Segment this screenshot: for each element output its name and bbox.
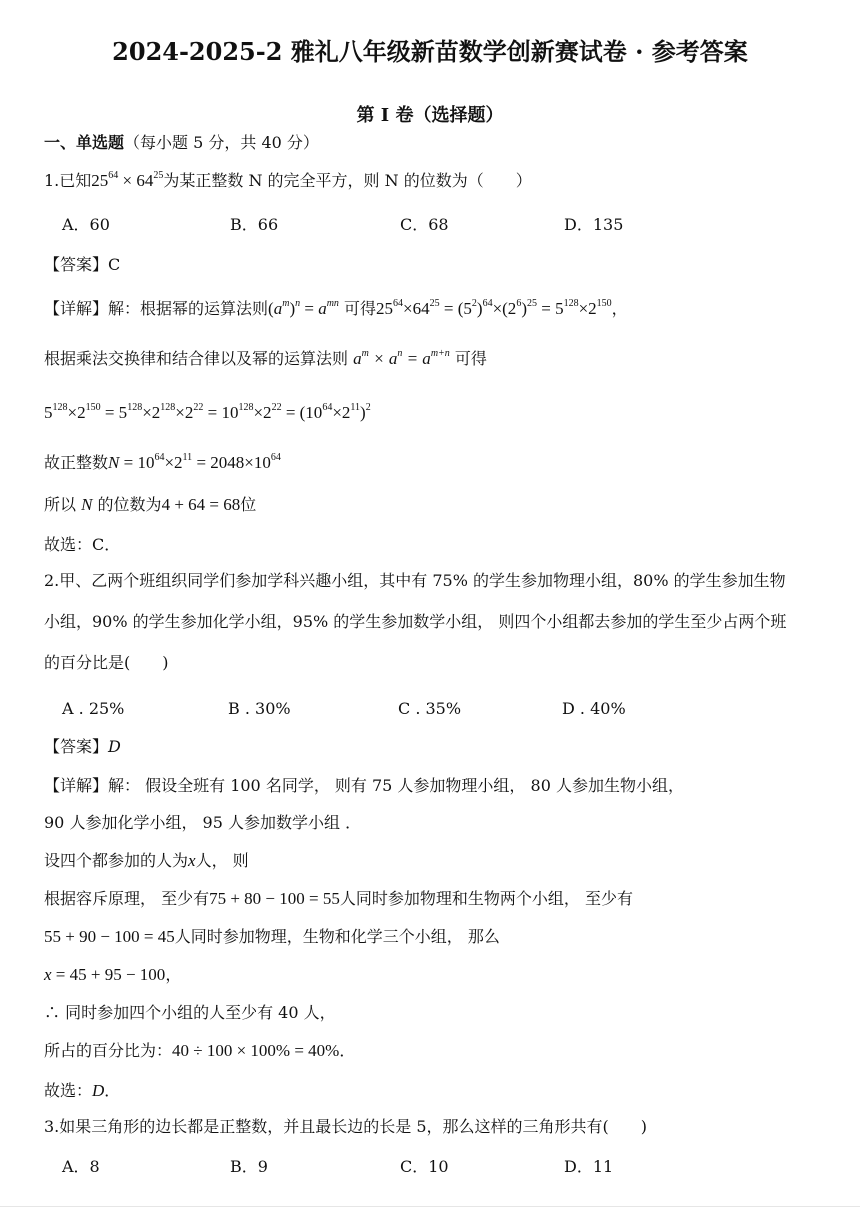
q1-option-b: B．66	[230, 215, 279, 234]
q3-option-b: B．9	[230, 1157, 268, 1176]
q1-detail-line-3: $5^{128}\times 2^{150} = 5^{128}\times 2^{128}\times 2^{22} = 10^{128}\times 2^{22} = (10^{64}\times 2^{11})^2$	[44, 402, 371, 422]
q1-expression: $25^{64} \times 64^{25}$	[91, 170, 164, 190]
q2-option-d: D . 40%	[562, 699, 626, 718]
q1-option-c: C．68	[400, 215, 449, 234]
q2-option-b: B . 30%	[228, 699, 291, 718]
q2-conclusion: 故选：D．	[44, 1081, 121, 1100]
q2-answer: 【答案】D	[44, 737, 121, 756]
question-1-stem: 1.已知$25^{64} \times 64^{25}$为某正整数 N 的完全平方，则 N 的位数为（ ）	[44, 170, 532, 190]
q2-detail-line-8: 所占的百分比为：40 ÷ 100 × 100% = 40%．	[44, 1041, 356, 1060]
q1-conclusion: 故选：C．	[44, 535, 121, 554]
q2-detail-line-3: 设四个都参加的人为x人， 则	[44, 851, 249, 870]
q1-option-d: D．135	[564, 215, 624, 234]
q2-detail-line-1: 【详解】解： 假设全班有 100 名同学， 则有 75 人参加物理小组， 80 人参加生物小组，	[44, 776, 684, 795]
page-bottom-divider	[0, 1206, 860, 1207]
q2-option-c: C . 35%	[398, 699, 462, 718]
q3-option-c: C．10	[400, 1157, 449, 1176]
page-title: 2024-2025-2 雅礼八年级新苗数学创新赛试卷 · 参考答案	[112, 37, 748, 66]
question-2-stem-line-2: 小组，90% 的学生参加化学小组，95% 的学生参加数学小组， 则四个小组都去参加的学生至少占两个班	[44, 612, 787, 631]
q2-detail-line-5: 55 + 90 − 100 = 45人同时参加物理，生物和化学三个小组， 那么	[44, 927, 500, 946]
q1-detail-line-1: 【详解】解：根据幂的运算法则$(a^m)^n = a^{mn}$ 可得$25^{64}\times 64^{25} = (5^2)^{64}\times(2^6)^{25} = 5^{128}\times 2^{150}$，	[44, 298, 628, 318]
q2-option-a: A . 25%	[62, 699, 125, 718]
q2-detail-line-7: ∴ 同时参加四个小组的人至少有 40 人，	[44, 1003, 336, 1022]
q3-option-a: A．8	[62, 1157, 100, 1176]
section-heading: 第 I 卷（选择题）	[356, 105, 504, 126]
q2-detail-line-6: x = 45 + 95 − 100，	[44, 965, 182, 984]
q1-answer: 【答案】C	[44, 255, 121, 274]
q2-detail-line-4: 根据容斥原理， 至少有75 + 80 − 100 = 55人同时参加物理和生物两个小组， 至少有	[44, 889, 633, 908]
q1-detail-line-2: 根据乘法交换律和结合律以及幂的运算法则 $a^m \times a^n = a^{m+n}$ 可得	[44, 348, 487, 368]
q1-detail-line-5: 所以 N 的位数为4 + 64 = 68位	[44, 495, 257, 514]
part-note: （每小题 5 分，共 40 分）	[124, 133, 319, 152]
question-2-stem-line-1: 2.甲、乙两个班组织同学们参加学科兴趣小组，其中有 75% 的学生参加物理小组，80% 的学生参加生物	[44, 571, 786, 590]
q1-option-a: A．60	[62, 215, 110, 234]
question-3-stem: 3.如果三角形的边长都是正整数，并且最长边的长是 5，那么这样的三角形共有( )	[44, 1117, 648, 1136]
q3-option-d: D．11	[564, 1157, 614, 1176]
q1-detail-line-4: 故正整数$N = 10^{64}\times 2^{11} = 2048\times 10^{64}$	[44, 452, 281, 472]
question-2-stem-line-3: 的百分比是( )	[44, 653, 169, 672]
q2-detail-line-2: 90 人参加化学小组， 95 人参加数学小组 ．	[44, 813, 362, 832]
part-label: 一、单选题	[44, 133, 125, 152]
part-heading	[44, 132, 840, 154]
